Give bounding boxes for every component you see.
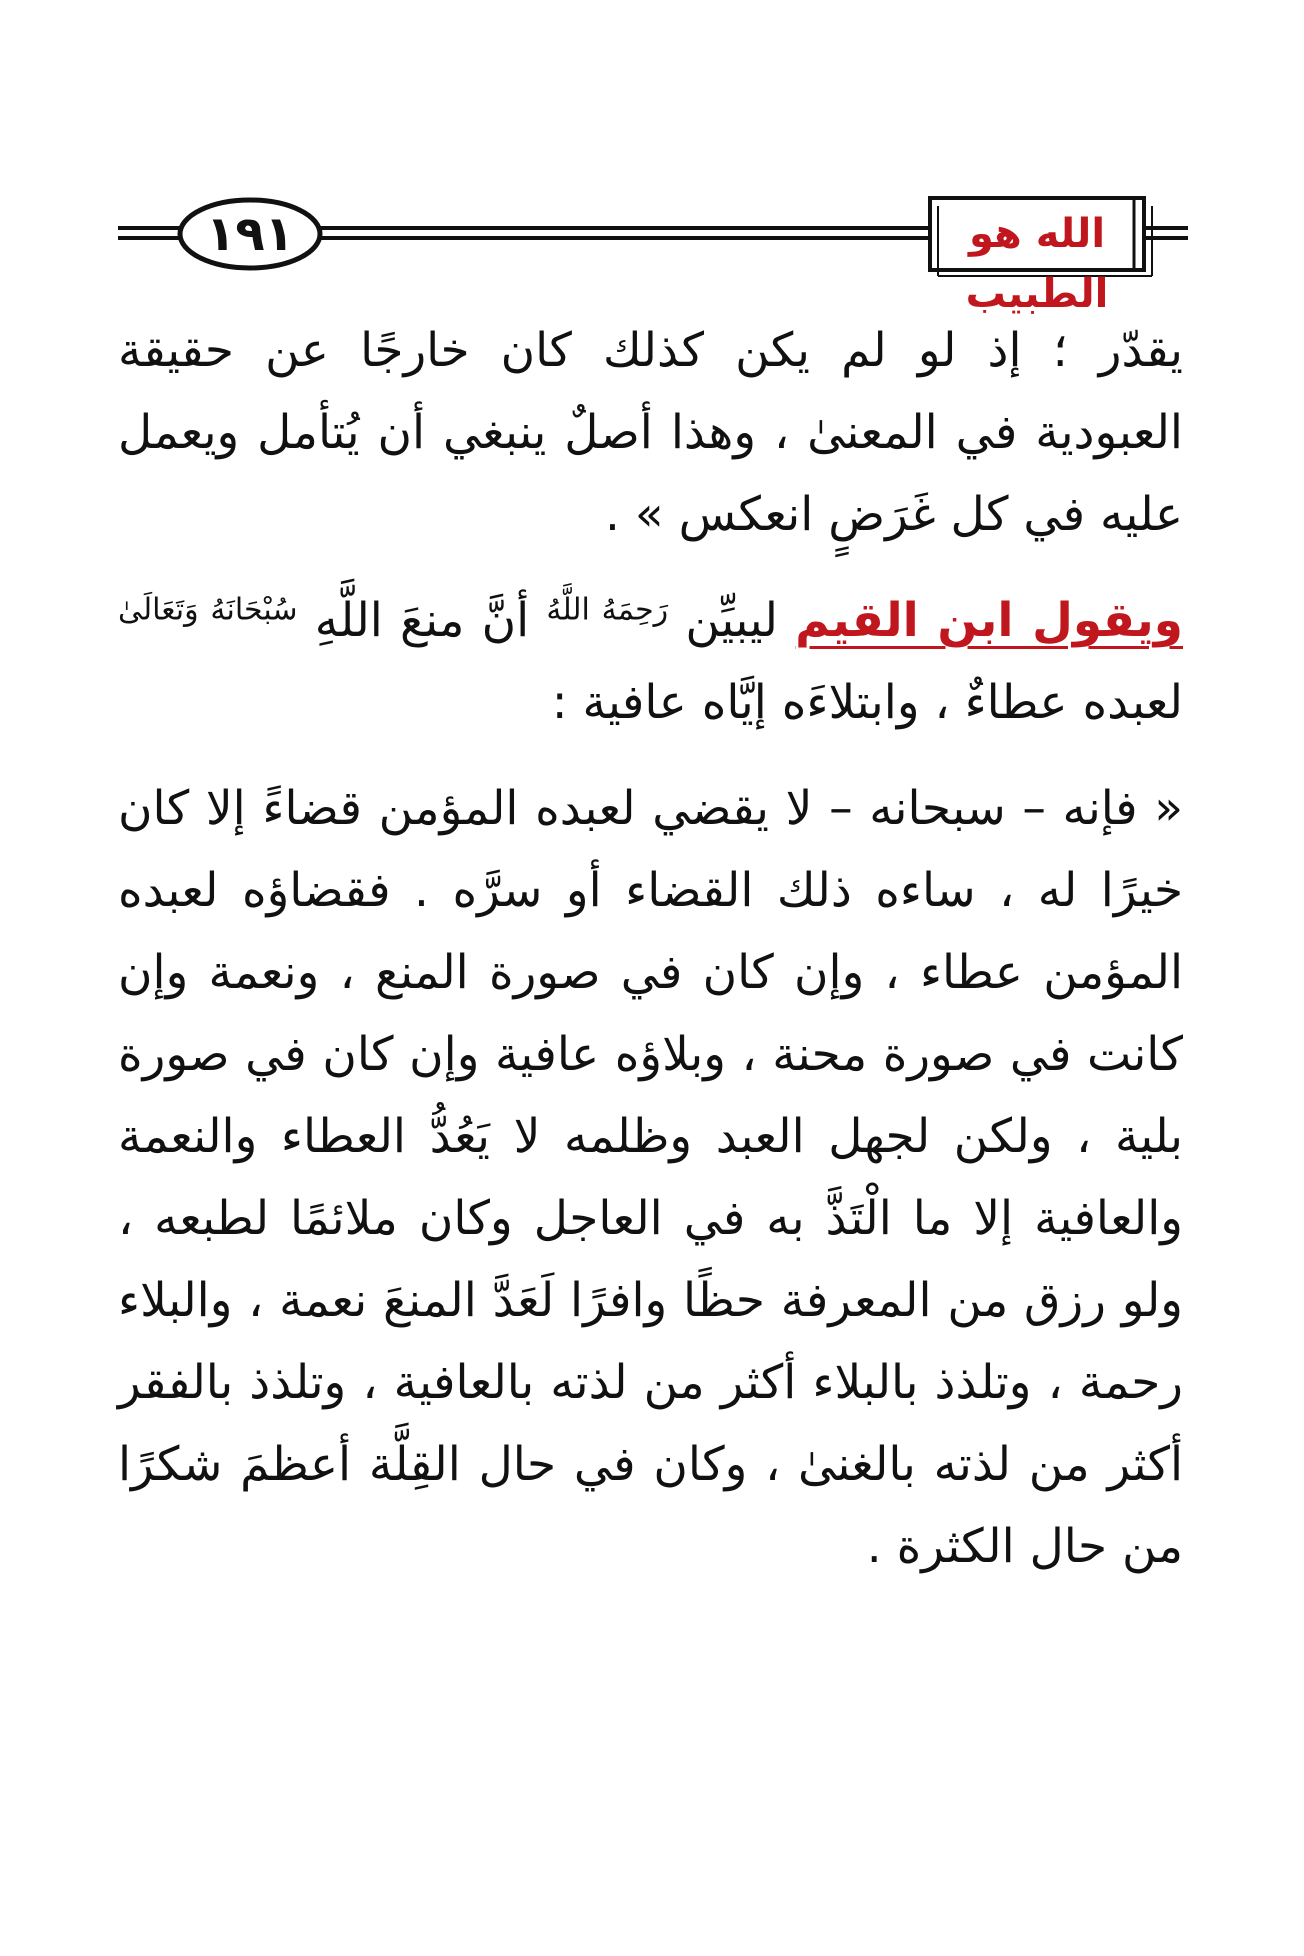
paragraph-2: [118, 580, 1183, 744]
honorific-subhanahu: سُبْحَانَهُ وَتَعَالَىٰ: [118, 592, 298, 628]
paragraph-1: يقدّر ؛ إذ لو لم يكن كذلك كان خارجًا عن حقيقة العبودية في المعنىٰ ، وهذا أصلٌ ينبغي أن يُتأمل ويعمل عليه في كل غَرَضٍ انعكس » .: [118, 323, 1183, 542]
honorific-rahimahullah: رَحِمَهُ اللَّهُ: [546, 592, 669, 628]
paragraph-3-quote: « فإنه – سبحانه – لا يقضي لعبده المؤمن قضاءً إلا كان خيرًا له ، ساءه ذلك القضاء أو سرَّه . فقضاؤه لعبده المؤمن عطاء ، وإن كان في صورة المنع ، ونعمة وإن كانت في صورة محنة ، وبلاؤه عافية وإن كان في صورة بلية ، ولكن لجهل العبد وظلمه لا يَعُدُّ العطاء والنعمة والعافية إلا ما الْتَذَّ به في العاجل وكان ملائمًا لطبعه ، ولو رزق من المعرفة حظًا وافرًا لَعَدَّ المنعَ نعمة ، والبلاء رحمة ، وتلذذ بالبلاء أكثر من لذته بالعافية ، وتلذذ بالفقر أكثر من لذته بالغنىٰ ، وكان في حال القِلَّة أعظمَ شكرًا من حال الكثرة .: [118, 781, 1183, 1574]
page-header: [118, 190, 1188, 317]
paragraph-2-text-c: لعبده عطاءٌ ، وابتلاءَه إيَّاه عافية :: [551, 675, 1183, 730]
page-number: ١٩١: [206, 206, 294, 262]
paragraph-2-text-b: أنَّ منعَ اللَّهِ: [297, 593, 547, 648]
running-title: الله هو الطبيب: [965, 211, 1109, 317]
page-body: [118, 310, 1183, 1588]
scholar-name: ويقول ابن القيم: [795, 593, 1184, 648]
paragraph-2-text-a: ليبيِّن: [668, 593, 796, 648]
